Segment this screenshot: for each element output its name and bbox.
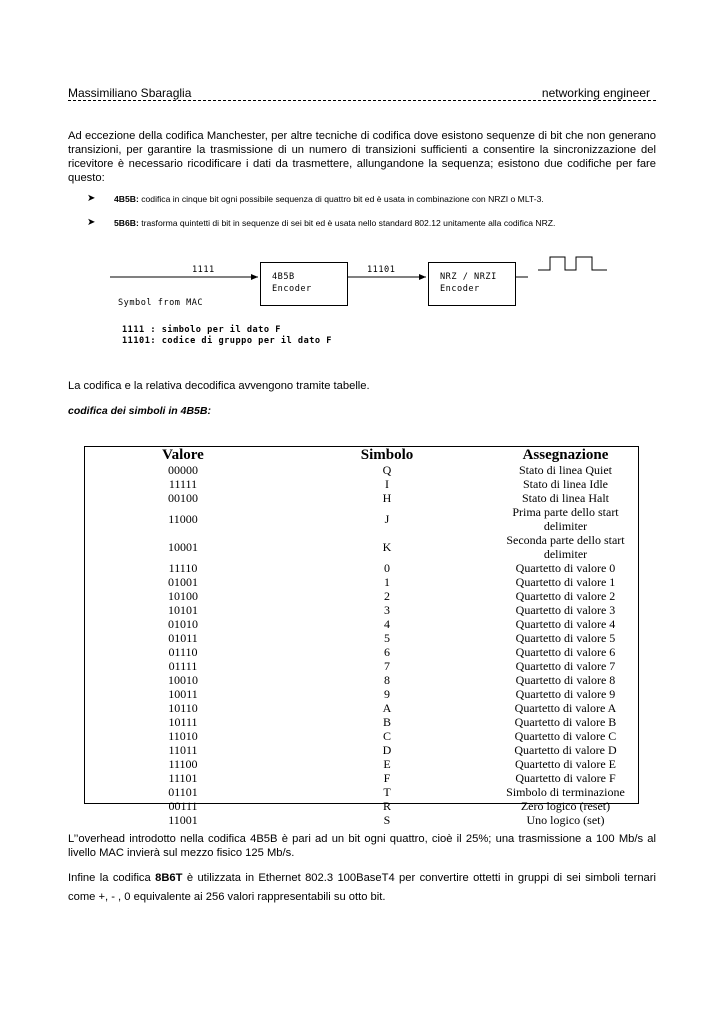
table-row (85, 631, 638, 645)
cell-simbolo: A (382, 701, 392, 715)
cell-valore: 00111 (168, 799, 198, 813)
cell-simbolo: R (382, 799, 391, 813)
cell-assegnazione: Zero logico (reset) (520, 799, 611, 813)
bullet-5b6b (87, 217, 654, 229)
table-row (85, 659, 638, 673)
table-body (85, 463, 638, 827)
table-row (85, 645, 638, 659)
cell-simbolo: B (382, 715, 391, 729)
table-row (85, 701, 638, 715)
cell-simbolo: I (385, 477, 389, 491)
table-row (85, 463, 638, 477)
cell-simbolo: 7 (384, 659, 390, 673)
table-caption: codifica dei simboli in 4B5B: (68, 405, 211, 417)
encoding-diagram (110, 250, 630, 350)
column-header-valore: Valore (162, 447, 204, 463)
table-row (85, 603, 638, 617)
encoder-4b5b-box (260, 262, 348, 306)
mid-bits: 11101 (367, 265, 396, 275)
cell-valore: 11110 (168, 561, 198, 575)
cell-assegnazione: Stato di linea Idle (523, 477, 608, 491)
overhead-paragraph: L’’overhead introdotto nella codifica 4B5B è pari ad un bit ogni quattro, cioè il 25%; una trasmissione a 100 Mb/s al livello MAC invierà sul mezzo fisico 125 Mb/s. (68, 833, 656, 859)
header-divider (68, 100, 656, 101)
cell-assegnazione: Quartetto di valore 1 (515, 575, 616, 589)
bullet-term: 5B6B: (114, 218, 139, 228)
cell-valore: 10111 (168, 715, 198, 729)
table-row (85, 477, 638, 491)
author-role: networking engineer (541, 86, 650, 100)
cell-valore: 01011 (168, 631, 198, 645)
cell-assegnazione: Uno logico (set) (526, 813, 605, 827)
final-suffix: è utilizzata in Ethernet 802.3 100BaseT4 per convertire ottetti in gruppi di sei simboli ternari come +, - , 0 equivalente ai 256 valori rappresentabili su otto bit. (68, 872, 656, 903)
symbol-table (84, 446, 639, 827)
cell-assegnazione: Quartetto di valore 4 (515, 617, 616, 631)
cell-simbolo: F (383, 771, 391, 785)
cell-valore: 10011 (168, 687, 198, 701)
cell-valore: 10110 (168, 701, 198, 715)
cell-simbolo: J (384, 512, 390, 526)
table-header-row (85, 447, 638, 463)
cell-assegnazione: Quartetto di valore D (514, 743, 617, 757)
symbol-table-grid (85, 447, 638, 827)
cell-assegnazione: Stato di linea Quiet (519, 463, 612, 477)
author-name: Massimiliano Sbaraglia (68, 86, 192, 100)
cell-simbolo: 3 (384, 603, 390, 617)
cell-assegnazione: Quartetto di valore 6 (515, 645, 616, 659)
cell-assegnazione: Quartetto di valore 7 (515, 659, 616, 673)
cell-assegnazione: Quartetto di valore 5 (515, 631, 616, 645)
cell-assegnazione: Quartetto di valore B (514, 715, 617, 729)
encoder2-line1: NRZ / NRZI (440, 272, 497, 282)
cell-simbolo: T (383, 785, 391, 799)
cell-valore: 01110 (168, 645, 198, 659)
cell-assegnazione: Quartetto di valore 9 (515, 687, 616, 701)
final-paragraph (68, 869, 656, 907)
cell-valore: 01101 (168, 785, 198, 799)
cell-valore: 00100 (168, 491, 198, 505)
cell-simbolo: 0 (384, 561, 390, 575)
cell-valore: 01001 (168, 575, 198, 589)
cell-simbolo: H (382, 491, 392, 505)
input-bits: 1111 (192, 265, 215, 275)
bullet-text: trasforma quintetti di bit in sequenze di sei bit ed è usata nello standard 802.12 unitamente alla codifica NRZ. (138, 218, 556, 228)
cell-valore: 10010 (168, 673, 198, 687)
column-header-simbolo: Simbolo (360, 447, 414, 463)
arrow-bullet-icon: ➤ (87, 193, 96, 204)
cell-assegnazione: Simbolo di terminazione (506, 785, 625, 799)
cell-assegnazione: Quartetto di valore E (515, 757, 616, 771)
cell-valore: 11010 (168, 729, 198, 743)
table-row (85, 771, 638, 785)
bullet-4b5b (87, 193, 654, 205)
cell-simbolo: C (382, 729, 391, 743)
arrow-bullet-icon: ➤ (87, 217, 96, 228)
cell-assegnazione: Quartetto di valore 8 (515, 673, 616, 687)
diagram-note-2: 11101: codice di gruppo per il dato F (122, 336, 332, 346)
encoder1-line2: Encoder (272, 284, 312, 294)
signal-waveform-icon (538, 257, 607, 270)
cell-simbolo: 9 (384, 687, 390, 701)
cell-simbolo: Q (382, 463, 392, 477)
encoder-nrz-box (428, 262, 516, 306)
column-header-assegnazione: Assegnazione (522, 447, 609, 463)
cell-assegnazione: Quartetto di valore C (514, 729, 617, 743)
cell-valore: 10001 (168, 540, 198, 554)
cell-simbolo: 2 (384, 589, 390, 603)
table-row (85, 617, 638, 631)
table-row (85, 799, 638, 813)
cell-valore: 10100 (168, 589, 198, 603)
cell-assegnazione: Stato di linea Halt (522, 491, 609, 505)
table-row (85, 757, 638, 771)
cell-valore: 11001 (168, 813, 198, 827)
table-row (85, 729, 638, 743)
table-row (85, 785, 638, 799)
cell-valore: 01111 (168, 659, 198, 673)
table-row (85, 589, 638, 603)
table-row (85, 561, 638, 575)
cell-valore: 11000 (168, 512, 198, 526)
encoder2-line2: Encoder (440, 284, 480, 294)
cell-valore: 00000 (168, 463, 198, 477)
table-row (85, 715, 638, 729)
cell-assegnazione: Quartetto di valore 0 (515, 561, 616, 575)
cell-assegnazione: Quartetto di valore 3 (515, 603, 616, 617)
cell-assegnazione: Quartetto di valore A (514, 701, 617, 715)
table-row (85, 687, 638, 701)
table-row (85, 813, 638, 827)
final-term: 8B6T (155, 872, 183, 884)
decoding-text: La codifica e la relativa decodifica avvengono tramite tabelle. (68, 380, 370, 392)
encoder1-line1: 4B5B (272, 272, 295, 282)
cell-simbolo: K (382, 540, 392, 554)
cell-valore: 01010 (168, 617, 198, 631)
cell-simbolo: D (382, 743, 392, 757)
cell-valore: 11100 (168, 757, 198, 771)
cell-simbolo: 1 (384, 575, 390, 589)
cell-simbolo: E (383, 757, 391, 771)
bullet-term: 4B5B: (114, 194, 139, 204)
cell-simbolo: 6 (384, 645, 390, 659)
table-row (85, 743, 638, 757)
cell-assegnazione: Seconda parte dello start delimiter (506, 533, 625, 561)
table-row (85, 533, 638, 561)
cell-assegnazione: Quartetto di valore F (515, 771, 616, 785)
cell-simbolo: 5 (384, 631, 390, 645)
table-row (85, 673, 638, 687)
bullet-text: codifica in cinque bit ogni possibile sequenza di quattro bit ed è usata in combinazione con NRZI o MLT-3. (138, 194, 544, 204)
cell-valore: 11011 (168, 743, 198, 757)
source-label: Symbol from MAC (118, 298, 204, 308)
intro-paragraph: Ad eccezione della codifica Manchester, per altre tecniche di codifica dove esistono sequenze di bit che non generano transizioni, per garantire la trasmissione di un numero di transizioni sufficienti a consentire la sincronizzazione del ricevitore è necessario ricodificare i dati da trasmettere, allungandone la sequenza; esistono due codifiche per fare questo: (68, 130, 656, 184)
cell-assegnazione: Quartetto di valore 2 (515, 589, 616, 603)
table-row (85, 491, 638, 505)
cell-valore: 11111 (168, 477, 198, 491)
diagram-note-1: 1111 : simbolo per il dato F (122, 325, 281, 335)
cell-assegnazione: Prima parte dello start delimiter (512, 505, 619, 533)
cell-simbolo: S (383, 813, 391, 827)
table-row (85, 505, 638, 533)
table-row (85, 575, 638, 589)
cell-simbolo: 4 (384, 617, 390, 631)
cell-valore: 11101 (168, 771, 198, 785)
final-prefix: Infine la codifica (68, 872, 156, 884)
cell-simbolo: 8 (384, 673, 390, 687)
cell-valore: 10101 (168, 603, 198, 617)
